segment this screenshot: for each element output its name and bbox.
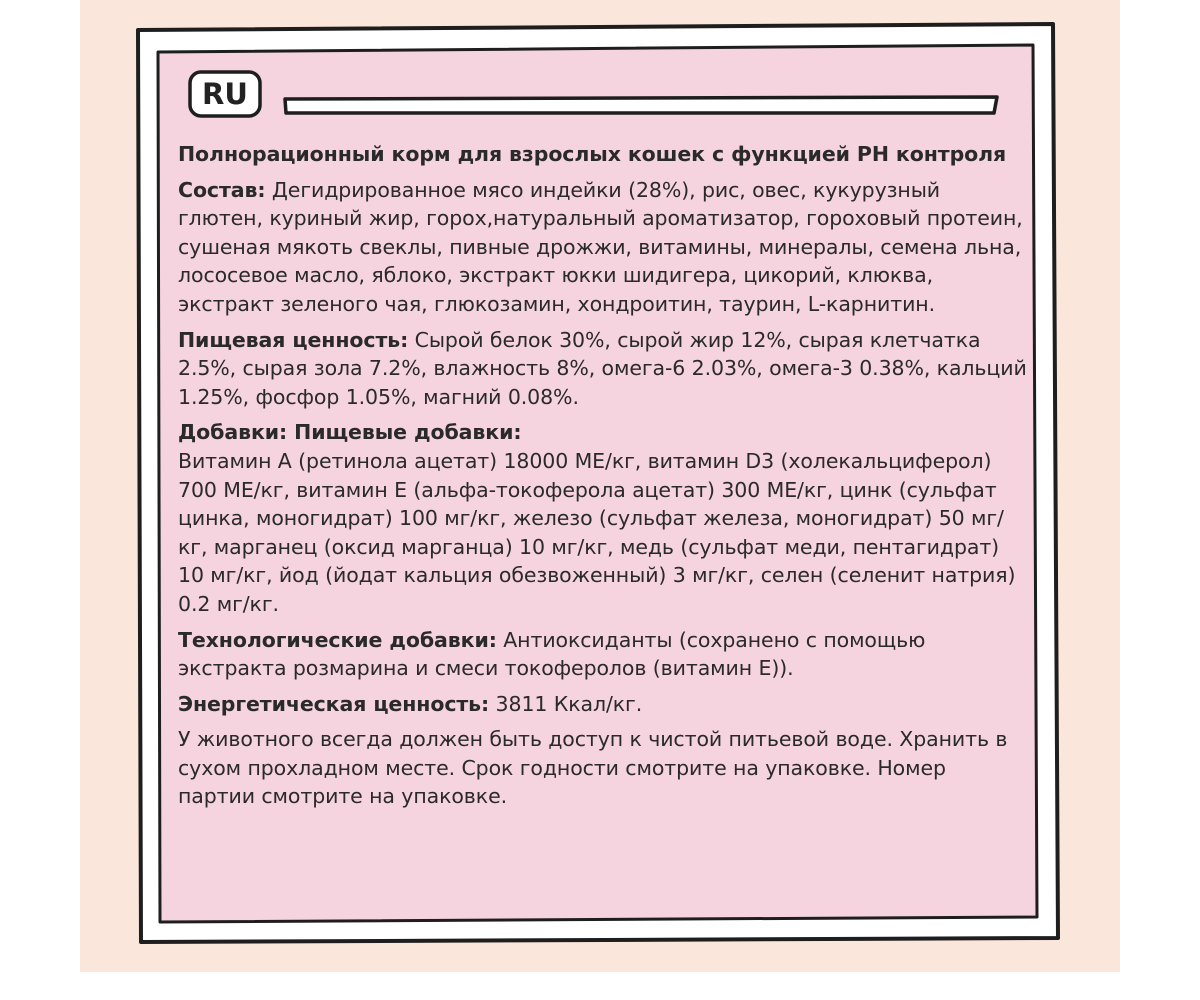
composition-text: Дегидрированное мясо индейки (28%), рис, овес, кукурузный глютен, куриный жир, горох,натуральный ароматизатор, гороховый протеин, сушеная мякоть свеклы, пивные дрожжи, витамины, минералы, семена льна, лососевое масло, яблоко, экстракт юкки шидигера, цикорий, клюква, экстракт зеленого чая, глюкозамин, хондроитин, таурин, L-карнитин. <box>178 177 1023 316</box>
label-text <box>178 140 1028 818</box>
energy-label: Энергетическая ценность: <box>178 691 490 716</box>
nutrition-label: Пищевая ценность: <box>178 327 409 352</box>
composition-label: Состав: <box>178 177 266 202</box>
tech-additives-label: Технологические добавки: <box>178 627 497 652</box>
additives-text: Витамин А (ретинола ацетат) 18000 МЕ/кг, витамин D3 (холекальциферол) 700 МЕ/кг, витамин Е (альфа-токоферола ацетат) 300 МЕ/кг, цинк (сульфат цинка, моногидрат) 100 мг/кг, железо (сульфат железа, моногидрат) 50 мг/кг, марганец (оксид марганца) 10 мг/кг, медь (сульфат меди, пентагидрат) 10 мг/кг, йод (йодат кальция обезвоженный) 3 мг/кг, селен (селенит натрия) 0.2 мг/кг. <box>178 448 1016 616</box>
product-title: Полнорационный корм для взрослых кошек с функцией PH контроля <box>178 142 1007 166</box>
language-badge: RU <box>202 77 248 111</box>
energy-section <box>178 690 1028 719</box>
energy-text: 3811 Ккал/кг. <box>489 691 643 716</box>
additives-label: Добавки: Пищевые добавки: <box>178 420 522 445</box>
additives-section <box>178 418 1028 618</box>
composition-section <box>178 176 1028 319</box>
nutrition-text: Сырой белок 30%, сырой жир 12%, сырая клетчатка 2.5%, сырая зола 7.2%, влажность 8%, омега-6 2.03%, омега-3 0.38%, кальций 1.25%, фосфор 1.05%, магний 0.08%. <box>178 327 1027 409</box>
header-bar <box>285 97 997 113</box>
nutrition-section <box>178 326 1028 412</box>
tech-additives-section <box>178 626 1028 683</box>
tech-additives-text: Антиоксиданты (сохранено с помощью экстракта розмарина и смеси токоферолов (витамин Е)). <box>178 627 926 681</box>
storage-notes: У животного всегда должен быть доступ к чистой питьевой воде. Хранить в сухом прохладном месте. Срок годности смотрите на упаковке. Номер партии смотрите на упаковке. <box>178 727 1008 809</box>
